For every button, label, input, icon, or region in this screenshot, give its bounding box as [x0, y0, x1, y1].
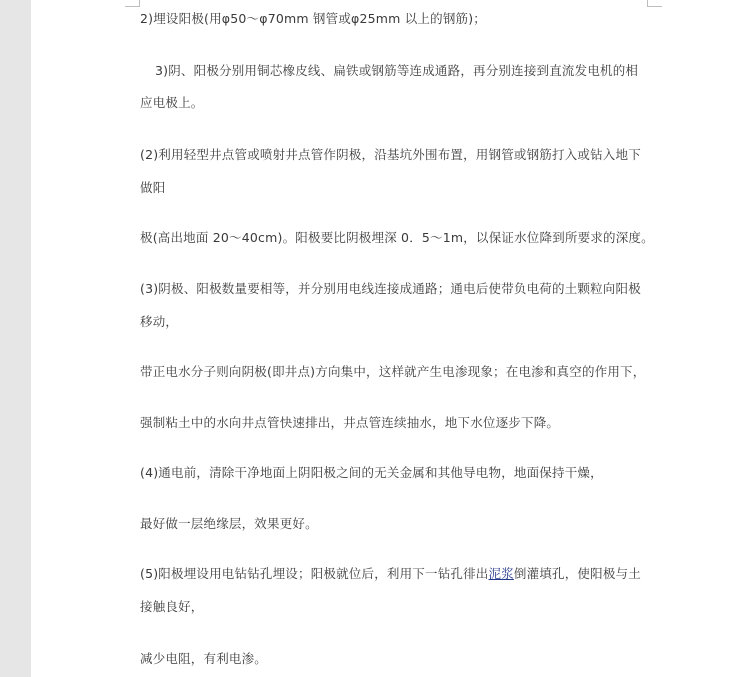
paragraph-line: 移动， — [140, 314, 179, 329]
margin-marker-right — [647, 0, 662, 7]
paragraph-line: 做阳 — [140, 180, 166, 195]
line-text-after-link: 倒灌填孔，使阳极与土 — [513, 566, 641, 581]
hyperlink-mud[interactable]: 泥浆 — [488, 566, 514, 581]
paragraph-line: (4)通电前，清除干净地面上阴阳极之间的无关金属和其他导电物，地面保持干燥， — [140, 465, 603, 480]
paragraph-line-with-link — [140, 566, 641, 582]
paragraph-line: (3)阴极、阳极数量要相等，并分别用电线连接成通路；通电后使带负电荷的土颗粒向阳极 — [140, 281, 641, 296]
line-text-before-link: (5)阳极埋设用电钻钻孔埋设；阳极就位后，利用下一钻孔徘出 — [140, 566, 489, 581]
paragraph-line: 带正电水分子则向阴极(即井点)方向集中，这样就产生电渗现象；在电渗和真空的作用下， — [140, 364, 646, 379]
paragraph-line: 减少电阻，有利电渗。 — [140, 651, 268, 666]
paragraph-line: 极(高出地面 20～40cm)。阳极要比阴极埋深 0．5～1m，以保证水位降到所要求的深度。 — [140, 230, 654, 245]
paragraph-line: 接触良好， — [140, 599, 204, 614]
paragraph-line: 2)埋设阳极(用φ50～φ70mm 钢管或φ25mm 以上的钢筋)； — [140, 11, 486, 26]
margin-marker-left — [125, 0, 140, 7]
paragraph-line: (2)利用轻型井点管或喷射井点管作阴极，沿基坑外围布置，用钢管或钢筋打入或钻入地下 — [140, 147, 641, 162]
paragraph-line: 最好做一层绝缘层，效果更好。 — [140, 516, 318, 531]
paragraph-line: 应电极上。 — [140, 95, 204, 110]
paragraph-line: 3)阴、阳极分别用铜芯橡皮线、扁铁或钢筋等连成通路，再分别连接到直流发电机的相 — [155, 63, 639, 78]
paragraph-line: 强制粘土中的水向井点管快速排出，井点管连续抽水，地下水位逐步下降。 — [140, 415, 560, 430]
